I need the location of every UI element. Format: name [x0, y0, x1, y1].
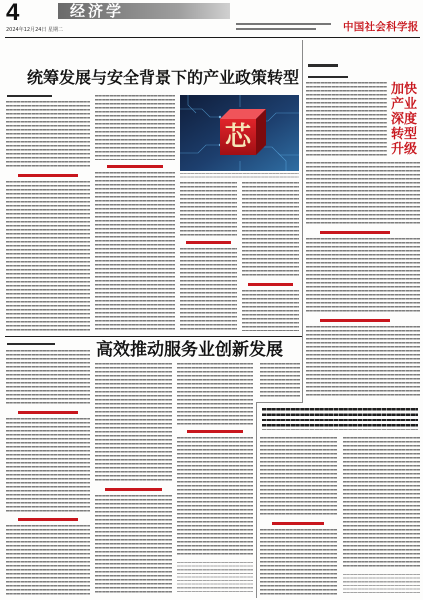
body-text-block: [95, 95, 175, 160]
body-text-block: [306, 326, 420, 396]
body-text-block: [6, 525, 90, 595]
section-subhead: [248, 283, 293, 286]
section-title: 经济学: [70, 2, 125, 20]
body-text-block: [306, 82, 387, 157]
body-text-block: [343, 437, 420, 567]
body-text-block: [95, 495, 172, 595]
issue-date: 2024年12月24日 星期二: [6, 27, 64, 33]
lead-headline: 统筹发展与安全背景下的产业政策转型: [27, 68, 300, 87]
body-text-block: [180, 248, 237, 331]
pull-quote: [262, 408, 418, 430]
newspaper-name: 中国社会科学报: [343, 21, 419, 33]
body-text-block: [6, 350, 90, 406]
column-rule: [302, 40, 303, 402]
author-affiliation: [177, 562, 253, 594]
section-subhead: [186, 241, 231, 244]
chip-illustration: [180, 95, 299, 171]
section-subhead: [105, 488, 162, 491]
second-headline: 高效推动服务业创新发展: [96, 340, 283, 360]
body-text-block: [260, 529, 337, 595]
section-subhead: [18, 411, 78, 414]
editor-credits: [236, 23, 331, 25]
body-text-block: [177, 437, 253, 555]
photo-caption: [180, 173, 299, 179]
body-text-block: [95, 172, 175, 331]
page-number: 4: [6, 0, 20, 26]
body-text-block: [6, 418, 90, 514]
chip-lettering: 芯: [224, 122, 252, 152]
column-label: [308, 64, 338, 67]
section-subhead: [272, 522, 324, 525]
section-subhead: [18, 174, 78, 177]
header-rule: [5, 37, 420, 38]
body-text-block: [306, 238, 420, 314]
body-text-block: [242, 290, 299, 331]
column-rule: [256, 402, 303, 403]
body-text-block: [95, 363, 172, 483]
body-text-block: [306, 162, 420, 226]
article-divider: [5, 336, 302, 337]
editor-credits: [236, 28, 316, 30]
section-subhead: [18, 518, 78, 521]
byline: [308, 76, 348, 78]
section-subhead: [107, 165, 163, 168]
body-text-block: [260, 363, 300, 397]
section-subhead: [320, 319, 390, 322]
body-text-block: [6, 101, 90, 169]
chip-photo: [180, 95, 299, 171]
byline: [7, 95, 52, 97]
body-text-block: [180, 182, 237, 236]
section-subhead: [320, 231, 390, 234]
byline: [7, 343, 55, 345]
body-text-block: [242, 182, 299, 278]
body-text-block: [6, 181, 90, 331]
column-headline: 加快产业深度转型升级: [391, 82, 418, 157]
body-text-block: [177, 363, 253, 425]
column-rule: [256, 402, 257, 598]
body-text-block: [260, 437, 337, 517]
author-affiliation: [343, 574, 420, 594]
section-subhead: [187, 430, 243, 433]
